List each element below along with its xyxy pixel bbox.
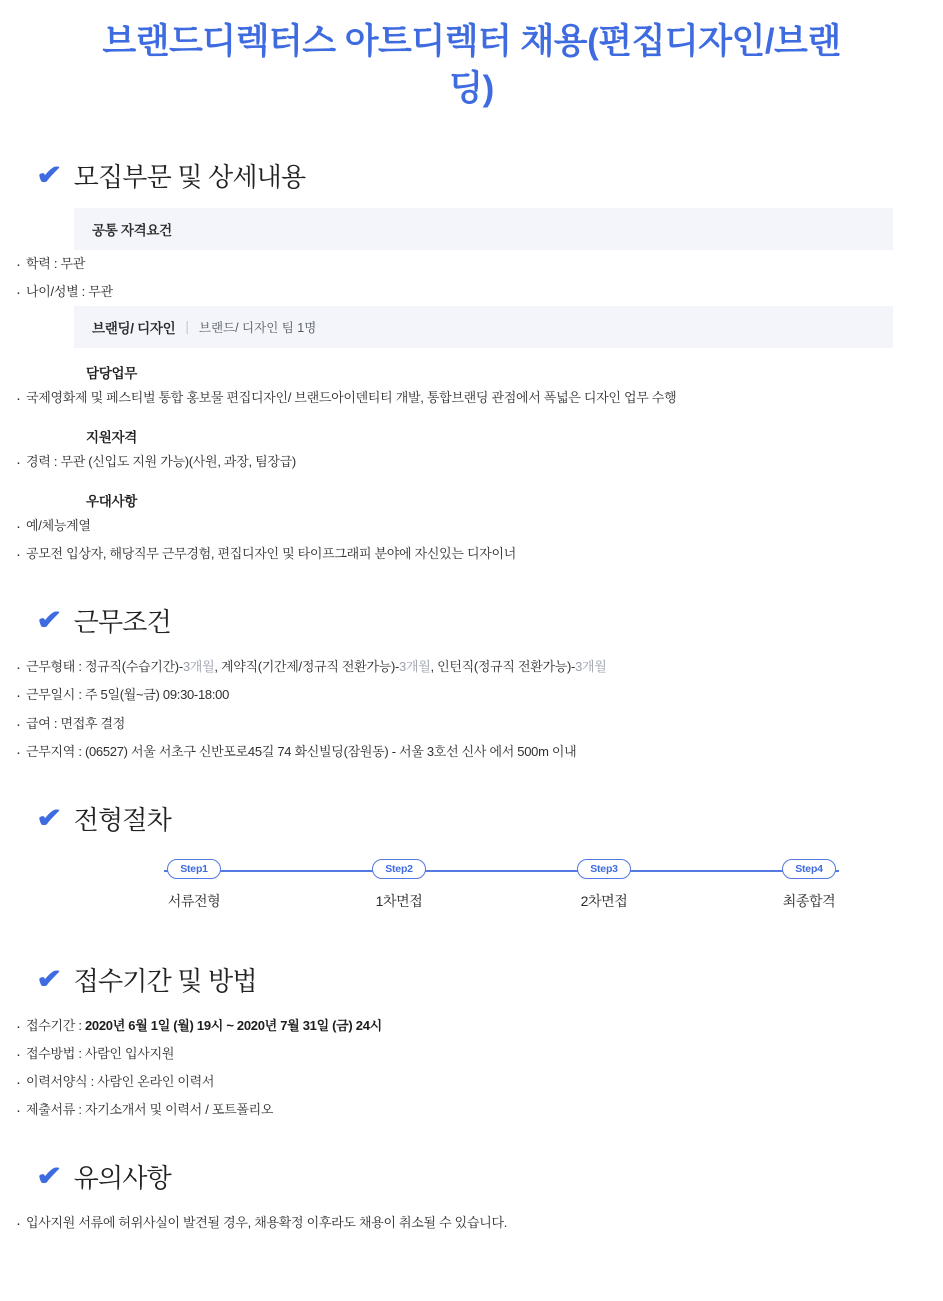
page-title: 브랜드디렉터스 아트디렉터 채용(편집디자인/브랜딩) [102,22,841,109]
band-subtitle: 브랜드/ 디자인 팀 1명 [198,320,317,335]
list-item [14,1096,929,1124]
process-step [339,859,459,911]
section-header-application [38,961,929,998]
check-icon: ✔ [36,802,63,833]
list-item-text: 근무지역 : (06527) 서울 서초구 신반포로45길 74 화신빌딩(잠원동) - 서울 3호선 신사 에서 500m 이내 [26,743,577,759]
list-item-text: , 인턴직(정규직 전환가능)- [430,659,576,675]
section-title: 근무조건 [73,607,171,638]
duties-list [14,384,929,412]
list-item-text: 접수방법 : 사람인 입사지원 [26,1046,175,1062]
band-common-requirements [74,208,893,250]
step-badge: Step2 [372,859,426,879]
list-item [14,681,929,709]
section-title: 접수기간 및 방법 [73,965,257,996]
step-badge: Step4 [782,859,836,879]
process-step [544,859,664,911]
section-title: 모집부문 및 상세내용 [73,161,306,192]
section-header-notes [38,1158,929,1195]
process-step [134,859,254,911]
list-item-text: 3개월 [399,659,431,675]
list-item-text: , 계약직(기간제/정규직 전환가능)- [214,659,400,675]
list-item-text: 입사지원 서류에 허위사실이 발견될 경우, 채용확정 이후라도 채용이 취소될 수 있습니다. [26,1215,508,1231]
section-title: 유의사항 [73,1163,171,1194]
list-item: · 예/체능계열 [14,512,929,540]
conditions-list [14,653,929,766]
list-item [14,653,929,681]
check-icon: ✔ [36,159,63,190]
list-item: · 공모전 입상자, 해당직무 근무경험, 편집디자인 및 타이프그래피 분야에 자신있는 디자이너 [14,540,929,568]
list-item-text: 제출서류 : 자기소개서 및 이력서 / 포트폴리오 [26,1102,274,1118]
list-item-text: 2020년 6월 1일 (월) 19시 ~ 2020년 7월 31일 (금) 24시 [84,1017,382,1033]
list-item [14,1068,929,1096]
check-icon: ✔ [36,605,63,636]
step-badge: Step3 [577,859,631,879]
process-step [749,859,869,911]
list-item-text: 3개월 [575,659,607,675]
step-badge: Step1 [167,859,221,879]
list-item-text: 3개월 [182,659,215,675]
step-label: 2차면접 [580,892,628,909]
step-label: 최종합격 [782,892,836,909]
band-role-branding-design [74,306,893,348]
hiring-process-steps [134,859,869,927]
list-item-text: 근무일시 : 주 5일(월~금) 09:30-18:00 [26,687,229,703]
band-title: 공통 자격요건 [92,222,172,238]
notes-list [14,1209,929,1237]
list-item: · 국제영화제 및 페스티벌 통합 홍보물 편집디자인/ 브랜드아이덴티티 개발, 통합브랜딩 관점에서 폭넓은 디자인 업무 수행 [14,384,929,412]
preferences-list [14,512,929,568]
section-header-process [38,800,929,837]
check-icon: ✔ [36,1161,63,1192]
list-item [14,1040,929,1068]
sublabel-qualifications: 지원자격 [86,429,137,445]
list-item: · 경력 : 무관 (신입도 지원 가능)(사원, 과장, 팀장급) [14,448,929,476]
list-item-text: 접수기간 : [26,1017,85,1033]
qualifications-list [14,448,929,476]
list-item: · 나이/성별 : 무관 [14,278,929,306]
section-header-recruitment [38,157,929,194]
common-requirement-list [14,250,929,306]
list-item [14,710,929,738]
list-item [14,1209,929,1237]
application-list [14,1012,929,1125]
step-label: 1차면접 [375,892,423,909]
band-separator: | [185,319,189,335]
list-item-text: 이력서양식 : 사람인 온라인 이력서 [26,1074,215,1090]
sublabel-duties: 담당업무 [86,365,137,381]
list-item [14,738,929,766]
section-title: 전형절차 [73,804,171,835]
check-icon: ✔ [36,963,63,994]
band-title: 브랜딩/ 디자인 [92,320,176,336]
sublabel-preferences: 우대사항 [86,494,137,510]
step-label: 서류전형 [167,892,221,909]
list-item [14,1012,929,1040]
list-item-text: 급여 : 면접후 결정 [26,715,126,731]
section-header-conditions [38,602,929,639]
list-item: · 학력 : 무관 [14,250,929,278]
list-item-text: 근무형태 : 정규직(수습기간)- [26,659,183,675]
